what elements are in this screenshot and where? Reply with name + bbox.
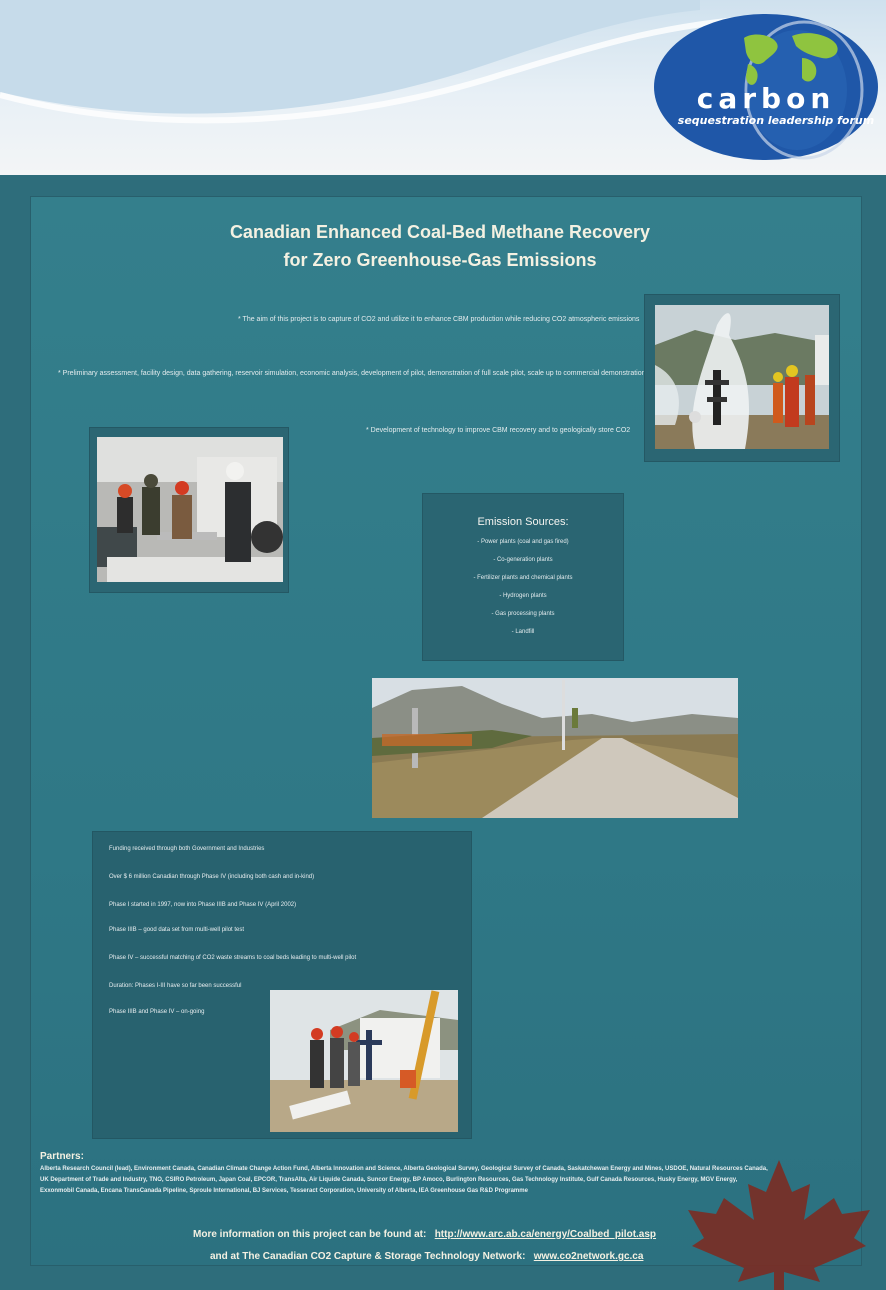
funding-item: Phase I started in 1997, now into Phase IIIB and Phase IV (April 2002) <box>109 902 297 908</box>
more-info-line-1 <box>193 1229 656 1240</box>
title-line-1: Canadian Enhanced Coal-Bed Methane Recovery <box>229 222 651 242</box>
funding-item: Funding received through both Government and Industries <box>109 846 265 852</box>
emission-item: - Power plants (coal and gas fired) <box>477 539 569 545</box>
emission-item: - Co-generation plants <box>493 557 553 563</box>
emission-item: - Gas processing plants <box>491 611 555 617</box>
more-info-text-2: and at The Canadian CO2 Capture & Storage Technology Network: <box>210 1251 526 1262</box>
emission-item: - Landfill <box>511 629 535 635</box>
emission-item: - Hydrogen plants <box>499 593 547 599</box>
maple-leaf-icon <box>684 1158 874 1290</box>
funding-item: Duration: Phases I-III have so far been successful <box>109 983 242 989</box>
poster-header <box>0 0 886 175</box>
arc-project-link[interactable]: http://www.arc.ab.ca/energy/Coalbed_pilot.asp <box>434 1229 657 1240</box>
more-info-text-1: More information on this project can be found at: <box>193 1229 427 1240</box>
emission-sources-box <box>422 493 624 661</box>
bullet-aim: * The aim of this project is to capture of CO2 and utilize it to enhance CBM production while reducing CO2 atmospheric emissions <box>238 316 640 323</box>
logo-word: carbon <box>696 82 836 115</box>
title-line-2: for Zero Greenhouse-Gas Emissions <box>283 250 597 270</box>
photo-wellhead <box>655 305 829 449</box>
landscape-road-image <box>372 678 738 818</box>
photo-drill-site <box>270 990 458 1132</box>
photo-workers <box>97 437 283 582</box>
emission-heading: Emission Sources: <box>477 516 569 528</box>
emission-item: - Fertilizer plants and chemical plants <box>473 575 573 581</box>
carbon-forum-logo[interactable] <box>652 12 880 162</box>
workers-equipment-image <box>97 437 283 582</box>
partners-heading: Partners: <box>40 1151 84 1162</box>
more-info-line-2 <box>210 1251 643 1262</box>
bullet-technology: * Development of technology to improve CBM recovery and to geologically store CO2 <box>366 427 631 434</box>
logo-subtitle: sequestration leadership forum <box>677 114 875 127</box>
funding-item: Phase IIIB and Phase IV – on-going <box>109 1009 205 1015</box>
co2network-link[interactable]: www.co2network.gc.ca <box>533 1251 644 1262</box>
funding-item: Phase IV – successful matching of CO2 waste streams to coal beds leading to multi-well pilot <box>109 955 357 961</box>
funding-item: Over $ 6 million Canadian through Phase IV (including both cash and in-kind) <box>109 874 315 880</box>
photo-landscape <box>372 678 738 818</box>
funding-item: Phase IIIB – good data set from multi-well pilot test <box>109 927 245 933</box>
partners-list: Alberta Research Council (lead), Environment Canada, Canadian Climate Change Action Fund, Alberta Innovation and Science, Alberta Geological Survey, Geological Survey of Canada, Saskatchewan Energy and Mines, USDOE, Natural Resources Canada, UK Department of Trade and Industry, TNO, CSIRO Petroleum, Japan Coal, EPCOR, TransAlta, Air Liquide Canada, Suncor Energy, BP Amoco, Burlington Resources, Gas Technology Institute, Gulf Canada Resources, Husky Energy, MGV Energy, Exxonmobil Canada, Encana TransCanada Pipeline, Sproule International, BJ Services, Tesseract Corporation, University of Alberta, IEA Greenhouse Gas R&D Programme <box>40 1166 768 1194</box>
wellhead-steam-image <box>655 305 829 449</box>
poster-title <box>140 218 740 274</box>
drill-site-image <box>270 990 458 1132</box>
bullet-phases: * Preliminary assessment, facility design, data gathering, reservoir simulation, economic analysis, development of pilot, demonstration of full scale pilot, scale up to commercial demonstration <box>58 370 646 377</box>
